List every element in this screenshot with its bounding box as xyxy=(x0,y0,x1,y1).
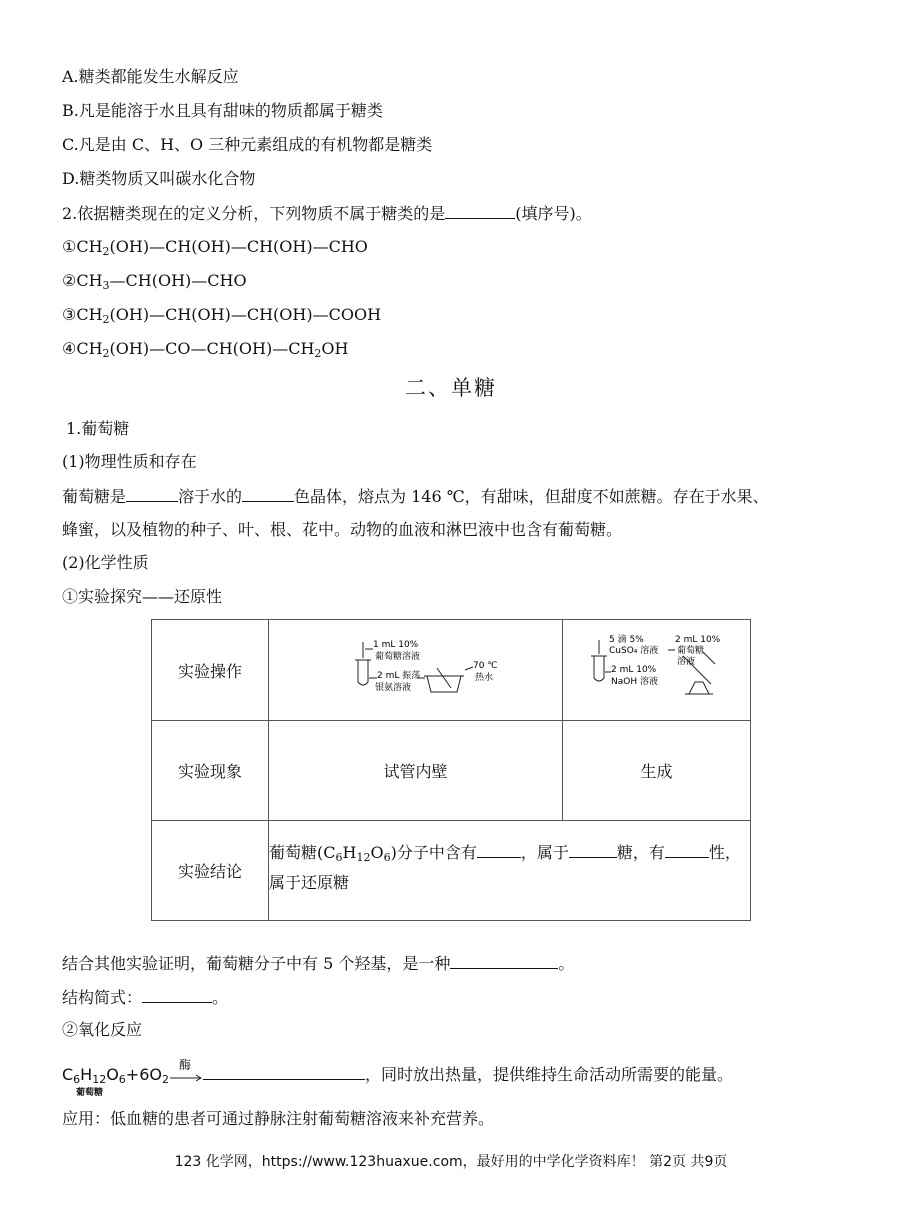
formula-subscript: 2 xyxy=(102,347,110,360)
figure-label: 葡萄糖溶液 xyxy=(375,652,421,662)
formula-text: —CH(OH)—CHO xyxy=(109,271,247,290)
answer-blank[interactable] xyxy=(126,485,178,502)
text: H xyxy=(342,843,357,862)
answer-blank[interactable] xyxy=(142,986,212,1003)
page-footer: 123 化学网，https://www.123huaxue.com，最好用的中学化学资料库！ 第2页 共9页 xyxy=(174,1154,728,1170)
figure-label: 热水 xyxy=(475,673,494,683)
question-2-stem: 2.依据糖类现在的定义分析，下列物质不属于糖类的是 xyxy=(62,204,446,223)
figure-label: 2 mL 振荡 xyxy=(377,671,421,681)
text: H xyxy=(80,1065,93,1084)
application-paragraph: 应用：低血糖的患者可通过静脉注射葡萄糖溶液来补充营养。 xyxy=(62,1109,495,1128)
text: O xyxy=(106,1065,119,1084)
physical-paragraph-1 xyxy=(62,485,769,508)
formula-text: (OH)—CH(OH)—CH(OH)—COOH xyxy=(109,305,382,324)
text: O xyxy=(370,843,384,862)
text: 色晶体，熔点为 146 ℃，有甜味，但甜度不如蔗糖。存在于水果、 xyxy=(294,487,769,506)
equation-label-glucose: 葡萄糖 xyxy=(76,1088,104,1098)
table-row xyxy=(152,721,751,821)
formula-item-4 xyxy=(62,338,348,360)
enzyme-label: 酶 xyxy=(178,1057,191,1072)
phenomenon-cell-1: 试管内壁 xyxy=(269,721,563,821)
figure-label: 葡萄糖 xyxy=(677,646,705,656)
answer-blank[interactable] xyxy=(242,485,294,502)
physical-paragraph-2: 蜂蜜，以及植物的种子、叶、根、花中。动物的血液和淋巴液中也含有葡萄糖。 xyxy=(62,520,623,539)
option-a: A.糖类都能发生水解反应 xyxy=(62,67,239,86)
figure-label: 5 滴 5% xyxy=(609,635,644,645)
operation-figure-silver-mirror xyxy=(269,620,563,721)
answer-blank[interactable] xyxy=(203,1063,365,1080)
figure-label: NaOH 溶液 xyxy=(611,677,658,687)
formula-item-2 xyxy=(62,270,247,292)
answer-blank[interactable] xyxy=(477,841,521,858)
subscript: 12 xyxy=(92,1073,107,1086)
reaction-arrow-icon xyxy=(169,1057,203,1084)
option-c: C.凡是由 C、H、O 三种元素组成的有机物都是糖类 xyxy=(62,135,433,154)
answer-blank[interactable] xyxy=(445,202,515,219)
text: 。 xyxy=(212,988,229,1007)
formula-subscript: 3 xyxy=(102,279,110,292)
figure-label: 1 mL 10% xyxy=(373,640,419,650)
subscript: 6 xyxy=(335,851,343,864)
text: 。 xyxy=(558,954,575,973)
text: +6O xyxy=(125,1065,162,1084)
formula-text: (OH)—CH(OH)—CH(OH)—CHO xyxy=(109,237,368,256)
copper-hydroxide-apparatus-figure xyxy=(563,620,750,720)
paragraph-structure xyxy=(62,986,228,1009)
row-label-phenomenon: 实验现象 xyxy=(152,721,269,821)
glucose-heading: 1.葡萄糖 xyxy=(66,419,130,438)
conclusion-line-1 xyxy=(269,837,750,869)
formula-text: OH xyxy=(321,339,349,358)
subscript: 12 xyxy=(356,851,371,864)
formula-item-3 xyxy=(62,304,381,326)
subscript: 6 xyxy=(118,1073,126,1086)
formula-text: ②CH xyxy=(62,271,103,290)
answer-blank[interactable] xyxy=(665,841,709,858)
formula-text: ③CH xyxy=(62,305,103,324)
table-row xyxy=(152,821,751,921)
chemical-heading: (2)化学性质 xyxy=(62,553,149,572)
figure-label: 70 ℃ xyxy=(473,661,498,671)
physical-heading: (1)物理性质和存在 xyxy=(62,452,197,471)
answer-blank[interactable] xyxy=(450,952,558,969)
figure-label: CuSO₄ 溶液 xyxy=(609,646,659,656)
question-2-note: (填序号)。 xyxy=(515,204,592,223)
figure-label: 银氨溶液 xyxy=(375,683,412,693)
text: 葡萄糖(C xyxy=(269,843,336,862)
formula-item-1 xyxy=(62,236,368,258)
figure-label: 溶液 xyxy=(677,657,696,667)
section-title: 二、单糖 xyxy=(405,376,497,400)
formula-text: (OH)—CO—CH(OH)—CH xyxy=(109,339,315,358)
formula-text: ④CH xyxy=(62,339,103,358)
experiment-heading: ①实验探究——还原性 xyxy=(62,587,223,606)
text: C xyxy=(62,1065,74,1084)
text: 溶于水的 xyxy=(178,487,243,506)
text: 结合其他实验证明，葡萄糖分子中有 5 个羟基，是一种 xyxy=(62,954,451,973)
figure-label: 2 mL 10% xyxy=(675,635,721,645)
experiment-table xyxy=(151,619,751,921)
formula-subscript: 2 xyxy=(314,347,322,360)
text: ，同时放出热量，提供维持生命活动所需要的能量。 xyxy=(364,1065,733,1084)
option-d: D.糖类物质又叫碳水化合物 xyxy=(62,169,256,188)
subscript: 6 xyxy=(73,1073,81,1086)
text: 结构简式： xyxy=(62,988,143,1007)
formula-subscript: 2 xyxy=(102,245,110,258)
formula-subscript: 2 xyxy=(102,313,110,326)
subscript: 2 xyxy=(161,1073,169,1086)
table-row xyxy=(152,620,751,721)
answer-blank[interactable] xyxy=(569,841,617,858)
conclusion-cell xyxy=(269,821,751,921)
text: )分子中含有 xyxy=(390,843,477,862)
operation-figure-copper-hydroxide xyxy=(563,620,751,721)
row-label-conclusion: 实验结论 xyxy=(152,821,269,921)
subscript: 6 xyxy=(383,851,391,864)
oxidation-heading: ②氧化反应 xyxy=(62,1020,143,1039)
conclusion-line-2: 属于还原糖 xyxy=(269,873,350,892)
option-b: B.凡是能溶于水且具有甜味的物质都属于糖类 xyxy=(62,101,383,120)
text: ，属于 xyxy=(520,843,569,862)
text: 糖，有 xyxy=(616,843,665,862)
text: 性， xyxy=(708,843,741,862)
paragraph-isomer xyxy=(62,952,574,975)
text: 葡萄糖是 xyxy=(62,487,127,506)
silver-mirror-apparatus-figure xyxy=(269,620,562,720)
row-label-operation: 实验操作 xyxy=(152,620,269,721)
question-2 xyxy=(62,202,592,225)
figure-label: 2 mL 10% xyxy=(611,665,657,675)
formula-text: ①CH xyxy=(62,237,103,256)
phenomenon-cell-2: 生成 xyxy=(563,721,751,821)
oxidation-equation xyxy=(62,1057,733,1098)
